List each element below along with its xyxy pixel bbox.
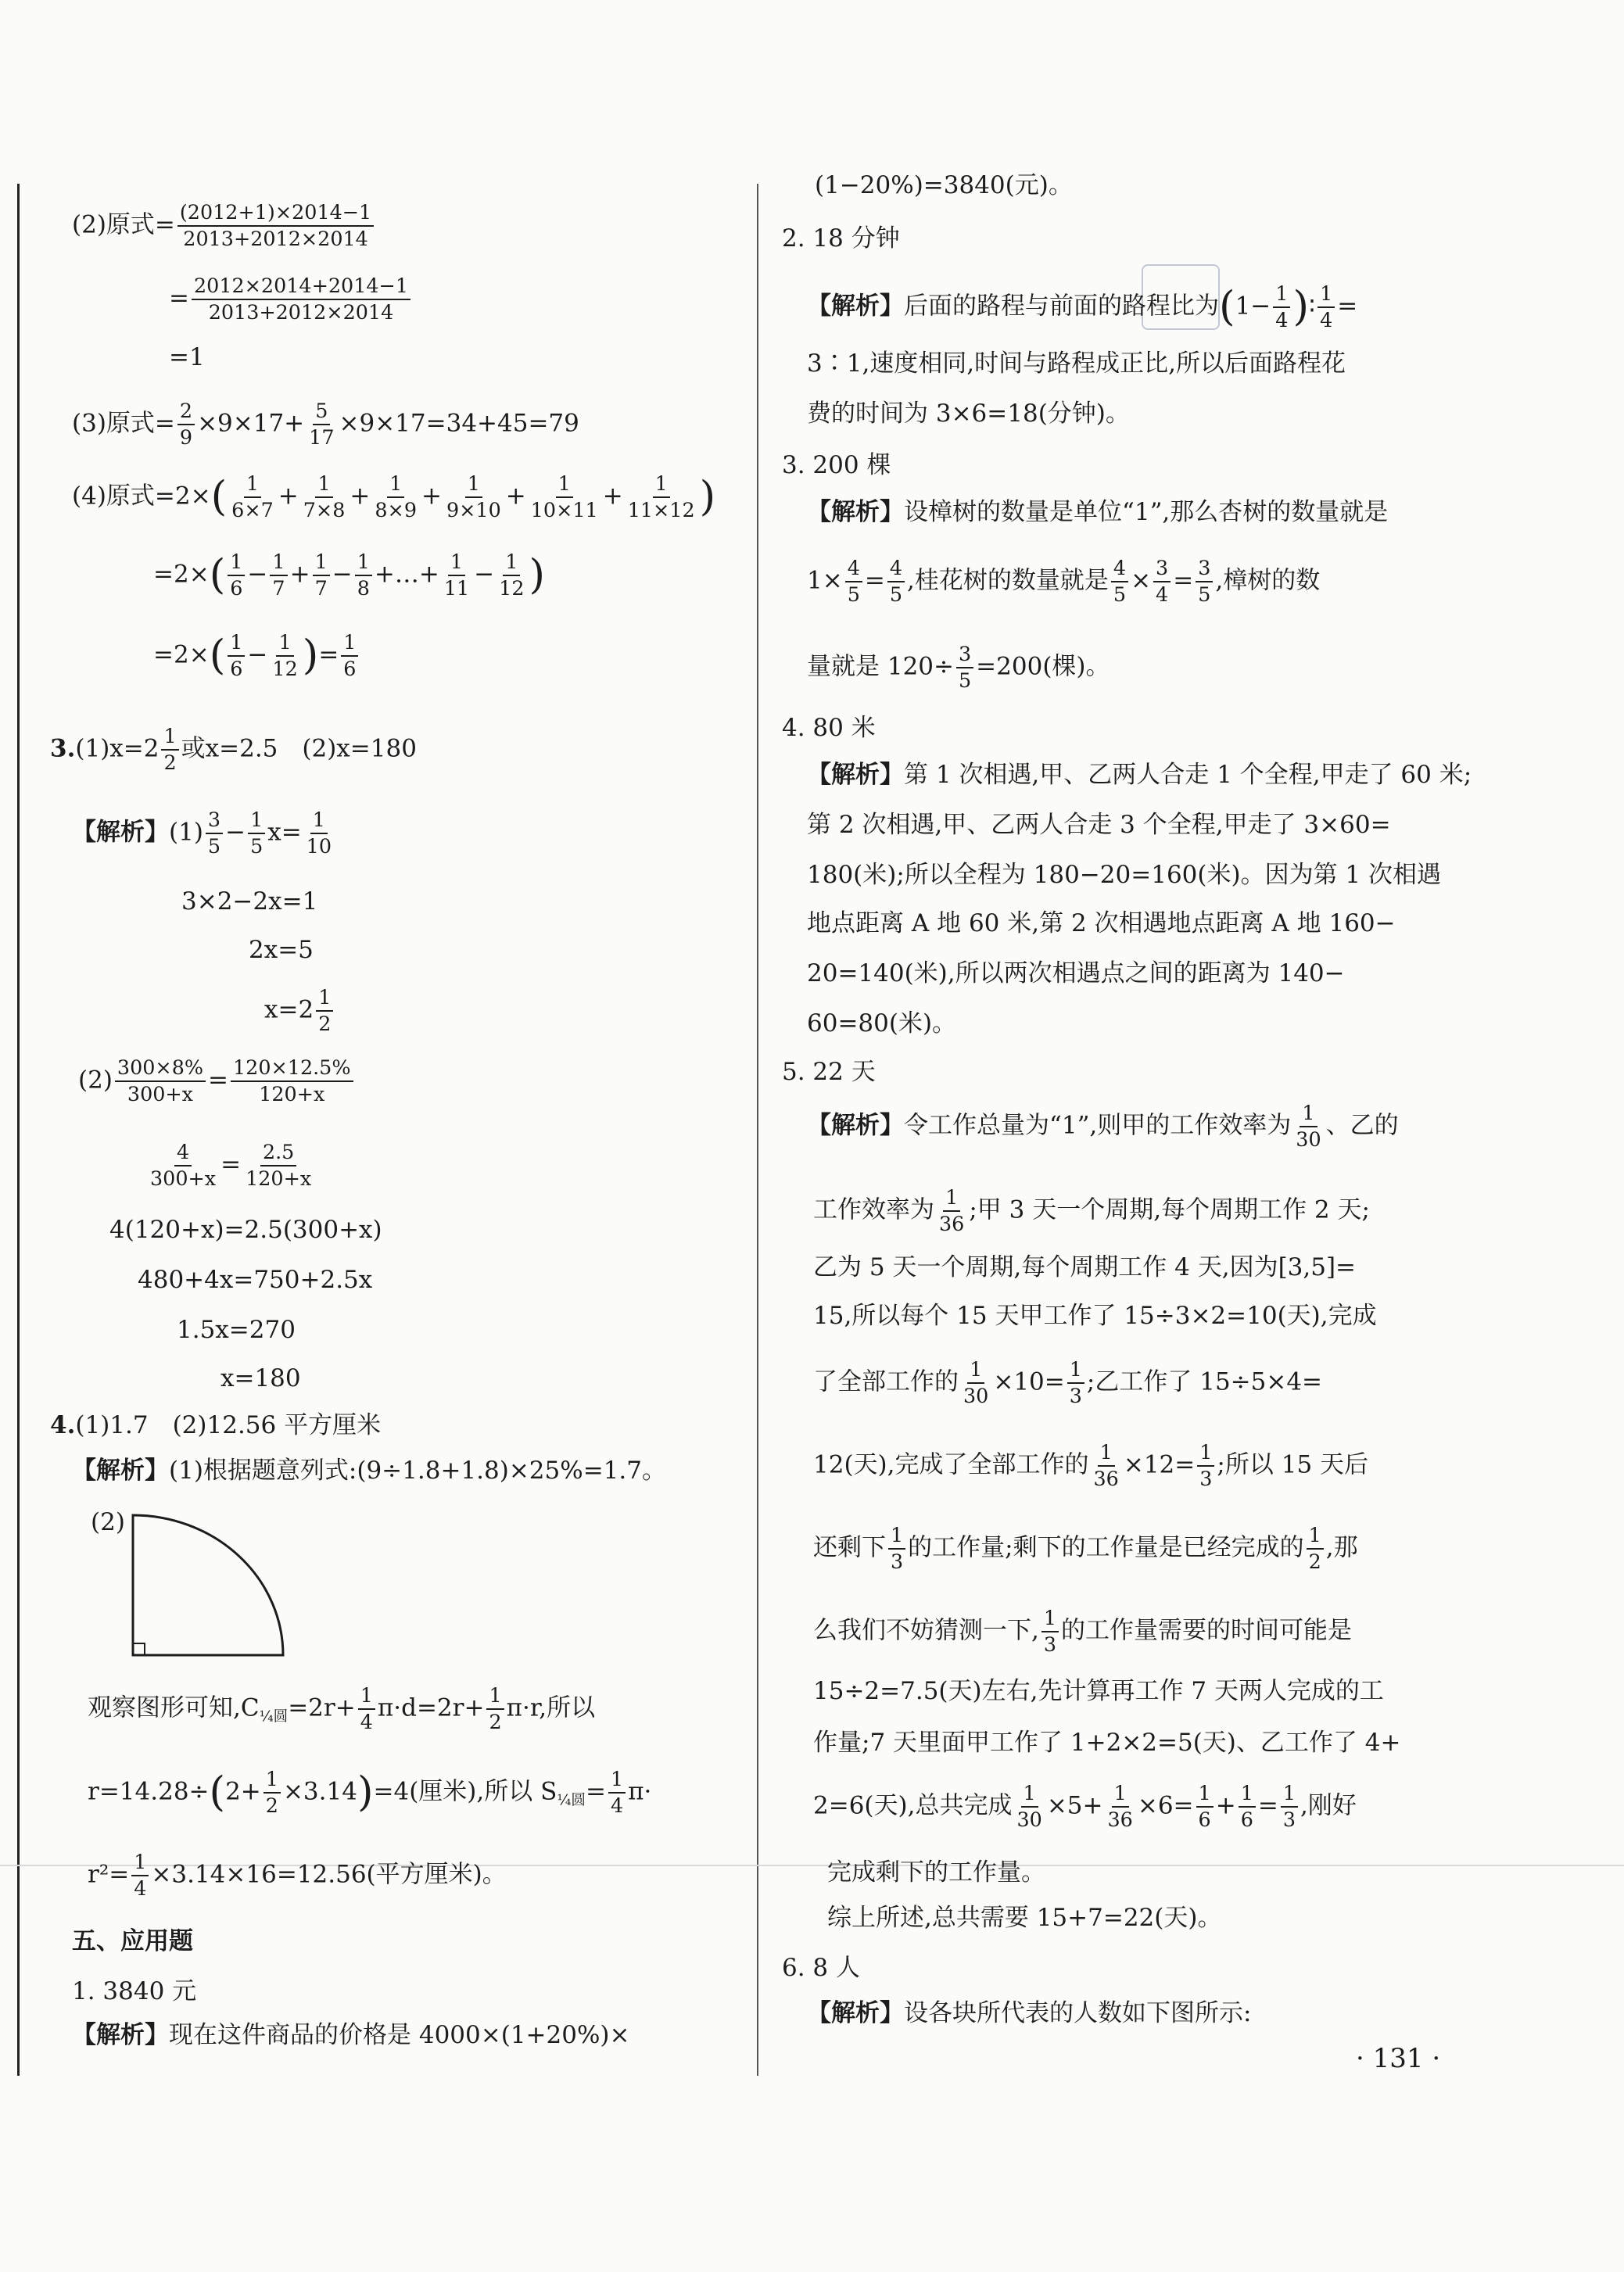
a3-s2-line2: $\frac{4}{300+x}$ = $\frac{2.5}{120+x}$ [150,1140,312,1190]
a3-s2-line4: 480+4x=750+2.5x [138,1266,373,1294]
q3-line: (3)原式= $\frac{2}{9}$ ×9×17+ $\frac{5}{17}$ ×9×17=34+45=79 [72,399,579,449]
r5-line13: 综上所述,总共需要 15+7=22(天)。 [827,1904,1222,1932]
a4-figure-label: (2) [91,1508,125,1536]
answer-3: 3.(1)x=2 $\frac{1}{2}$ 或x=2.5 (2)x=180 [50,724,417,774]
a3-s1-line2: 3×2−2x=1 [181,887,318,916]
r4-line6: 60=80(米)。 [807,1009,957,1037]
page-number: · 131 · [1356,2043,1441,2074]
r3-jiexi-line2: 1× $\frac{4}{5}$ = $\frac{4}{5}$ ,桂花树的数量就是 $\frac{4}{5}$ × $\frac{3}{4}$ = $\frac{3}{5}$ ,樟树的数 [807,556,1321,606]
r5-line6: 12(天),完成了全部工作的 $\frac{1}{36}$ ×12= $\frac{1}{3}$ ;所以 15 天后 [813,1440,1369,1490]
a3-s2-line6: x=180 [220,1364,301,1392]
r-cont-line: (1−20%)=3840(元)。 [815,171,1073,199]
a4-observe-line3: r²= $\frac{1}{4}$ ×3.14×16=12.56(平方厘米)。 [88,1850,507,1900]
q2-line2: = $\frac{2012\times 2014+2014-1}{2013+2012\times 2014}$ [169,275,413,324]
r5-line2: 工作效率为 $\frac{1}{36}$ ;甲 3 天一个周期,每个周期工作 2 天; [813,1185,1370,1235]
column-divider [757,184,758,2076]
a4-observe-line2: r=14.28÷(2+ $\frac{1}{2}$ ×3.14)=4(厘米),所以 $S_{\frac{1}{4}圆}=$ $\frac{1}{4}$ π· [88,1767,652,1817]
answer-5-1: 1. 3840 元 [72,1977,197,2005]
r5-line9: 15÷2=7.5(天)左右,先计算再工作 7 天两人完成的工 [813,1677,1384,1705]
r2-jiexi-line2: 3∶1,速度相同,时间与路程成正比,所以后面路程花 [807,349,1346,378]
r2-jiexi-line1: 【解析】后面的路程与前面的路程比为(1− $\frac{1}{4}$ )∶ $\frac{1}{4}$ = [807,281,1358,331]
r4-jiexi-line1: 【解析】第 1 次相遇,甲、乙两人合走 1 个全程,甲走了 60 米; [807,761,1472,789]
answer-r5: 5. 22 天 [782,1058,876,1086]
r4-line4: 地点距离 A 地 60 米,第 2 次相遇地点距离 A 地 160− [807,909,1396,937]
r5-line5: 了全部工作的 $\frac{1}{30}$ ×10= $\frac{1}{3}$ ;乙工作了 15÷5×4= [813,1357,1323,1407]
a5-1-jiexi: 【解析】现在这件商品的价格是 4000×(1+20%)× [72,2021,630,2049]
r5-jiexi-line1: 【解析】令工作总量为“1”,则甲的工作效率为 $\frac{1}{30}$ 、乙的 [807,1101,1399,1151]
r5-line8: 么我们不妨猜测一下, $\frac{1}{3}$ 的工作量需要的时间可能是 [813,1606,1353,1656]
answer-r3: 3. 200 棵 [782,451,891,479]
q2-line3: =1 [169,343,205,371]
r5-line12: 完成剩下的工作量。 [827,1858,1045,1887]
answer-r2: 2. 18 分钟 [782,224,900,253]
r3-jiexi-line1: 【解析】设樟树的数量是单位“1”,那么杏树的数量就是 [807,498,1389,526]
a4-jiexi: 【解析】(1)根据题意列式:(9÷1.8+1.8)×25%=1.7。 [72,1457,666,1485]
r4-line3: 180(米);所以全程为 180−20=160(米)。因为第 1 次相遇 [807,861,1442,889]
a3-solution-2: (2) $\frac{300\times 8\%}{300+x}$ = $\frac{120\times 12.5\%}{120+x}$ [78,1057,356,1106]
q4-line1: (4)原式=2×( $\frac{1}{6\times 7}$ + $\frac{1}{7\times 8}$ + $\frac{1}{8\times 9}$ + $\frac{1}{9\times 10}$ + $\frac{1}{10\times 11}$ + $\frac{1}{11\times 12}$ ) [72,471,716,521]
section-5-heading: 五、应用题 [72,1927,193,1955]
r6-jiexi: 【解析】设各块所代表的人数如下图所示: [807,1999,1252,2027]
left-margin-rule [17,184,20,2076]
r5-line7: 还剩下 $\frac{1}{3}$ 的工作量;剩下的工作量是已经完成的 $\frac{1}{2}$ ,那 [813,1523,1358,1573]
q4-line2: =2×( $\frac{1}{6}$ − $\frac{1}{7}$ + $\frac{1}{7}$ − $\frac{1}{8}$ +…+ $\frac{1}{11}$ − $\frac{1}{12}$ ) [153,550,546,600]
r5-line4: 15,所以每个 15 天甲工作了 15÷3×2=10(天),完成 [813,1302,1377,1330]
r5-line11: 2=6(天),总共完成 $\frac{1}{30}$ ×5+ $\frac{1}{36}$ ×6= $\frac{1}{6}$ + $\frac{1}{6}$ = $\frac{1}{3}$ ,刚好 [813,1781,1357,1831]
q4-line3: =2×( $\frac{1}{6}$ − $\frac{1}{12}$ )= $\frac{1}{6}$ [153,632,360,680]
r4-line2: 第 2 次相遇,甲、乙两人合走 3 个全程,甲走了 3×60= [807,811,1391,839]
r5-line3: 乙为 5 天一个周期,每个周期工作 4 天,因为[3,5]= [813,1253,1357,1281]
answer-r4: 4. 80 米 [782,714,876,742]
q2-line1: (2)原式= $\frac{(2012+1)\times 2014-1}{2013+2012\times 2014}$ [72,202,376,250]
r3-jiexi-line3: 量就是 120÷ $\frac{3}{5}$ =200(棵)。 [807,642,1110,692]
a3-s2-line3: 4(120+x)=2.5(300+x) [109,1216,382,1244]
a3-s1-line3: 2x=5 [249,936,314,964]
r5-line10: 作量;7 天里面甲工作了 1+2×2=5(天)、乙工作了 4+ [813,1729,1401,1757]
a3-s2-line5: 1.5x=270 [177,1316,296,1344]
a3-solution-1: 【解析】(1) $\frac{3}{5}$ − $\frac{1}{5}$ x= $\frac{1}{10}$ [72,808,332,858]
r4-line5: 20=140(米),所以两次相遇点之间的距离为 140− [807,959,1345,987]
a4-observe-line1: 观察图形可知$,C_{\frac{1}{4}圆}=2r+$ $\frac{1}{4}$ π·d=2r+ $\frac{1}{2}$ π·r,所以 [88,1683,596,1733]
r2-jiexi-line3: 费的时间为 3×6=18(分钟)。 [807,400,1130,428]
answer-r6: 6. 8 人 [782,1954,861,1982]
quarter-circle-figure [128,1512,292,1661]
a3-s1-line4: x=2 $\frac{1}{2}$ [264,987,335,1035]
answer-4: 4.(1)1.7 (2)12.56 平方厘米 [50,1411,382,1439]
